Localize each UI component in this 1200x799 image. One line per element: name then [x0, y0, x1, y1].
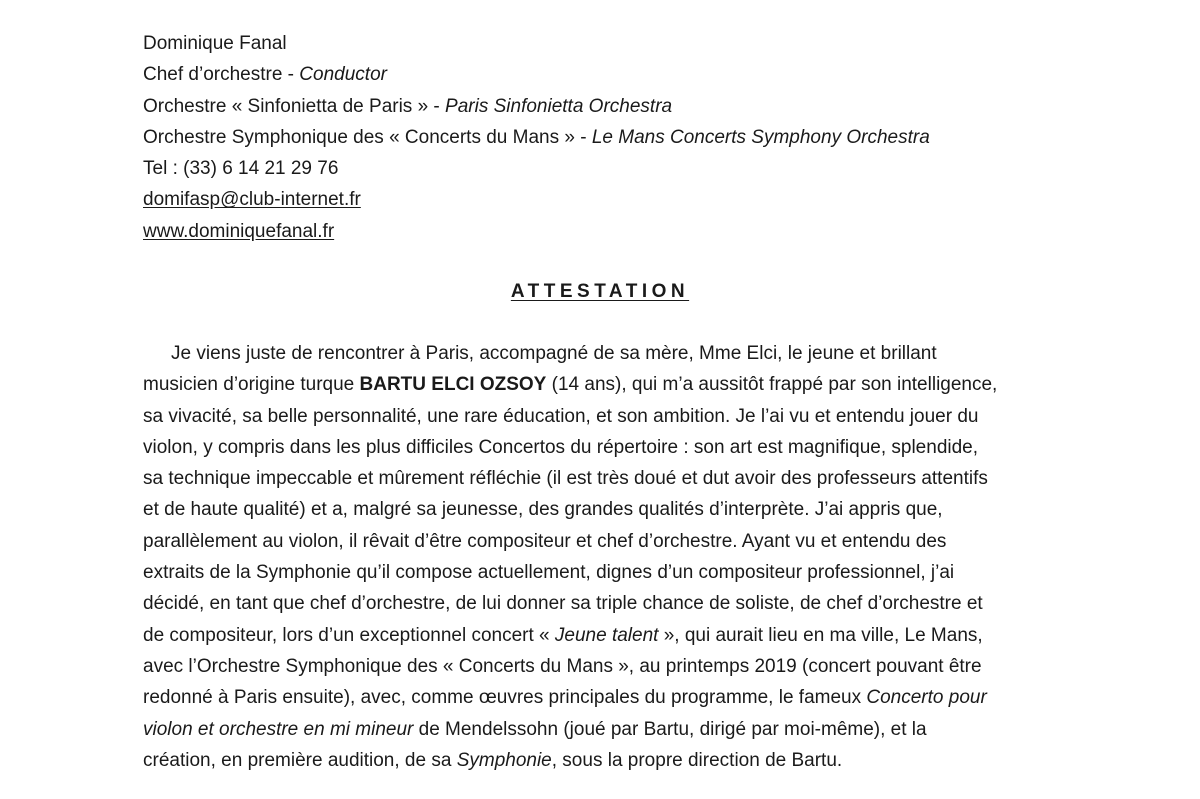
body-line: musicien d’origine turque BARTU ELCI OZSOY (14 ans), qui m’a aussitôt frappé par son intelligence, [143, 374, 998, 396]
body-line: violon, y compris dans les plus difficiles Concertos du répertoire : son art est magnifique, splendide, [143, 436, 979, 458]
body-line: avec l’Orchestre Symphonique des « Concerts du Mans », au printemps 2019 (concert pouvant être [143, 655, 982, 677]
body-line: violon et orchestre en mi mineur de Mendelssohn (joué par Bartu, dirigé par moi-même), et la [143, 718, 927, 740]
body-line: redonné à Paris ensuite), avec, comme œuvres principales du programme, le fameux Concerto pour [143, 687, 987, 709]
body-line: de compositeur, lors d’un exceptionnel concert « Jeune talent », qui aurait lieu en ma ville, Le Mans, [143, 624, 983, 646]
body-line: et de haute qualité) et a, malgré sa jeunesse, des grandes qualités d’interprète. J’ai appris que, [143, 499, 943, 521]
sender-role: Chef d’orchestre - Conductor [143, 64, 387, 86]
student-name: BARTU ELCI OZSOY [359, 374, 547, 396]
attestation-body [143, 338, 1083, 776]
letterhead [143, 28, 930, 247]
orchestra-2: Orchestre Symphonique des « Concerts du Mans » - Le Mans Concerts Symphony Orchestra [143, 126, 930, 148]
orchestra-1: Orchestre « Sinfonietta de Paris » - Paris Sinfonietta Orchestra [143, 95, 673, 117]
body-line: sa vivacité, sa belle personnalité, une rare éducation, et son ambition. Je l’ai vu et entendu jouer du [143, 405, 979, 427]
body-line: parallèlement au violon, il rêvait d’être compositeur et chef d’orchestre. Ayant vu et entendu des [143, 530, 947, 552]
email-link[interactable]: domifasp@club-internet.fr [143, 189, 361, 211]
body-line: Je viens juste de rencontrer à Paris, accompagné de sa mère, Mme Elci, le jeune et brillant [171, 343, 937, 364]
phone-number: Tel : (33) 6 14 21 29 76 [143, 158, 339, 180]
website-link[interactable]: www.dominiquefanal.fr [143, 220, 335, 242]
body-line: extraits de la Symphonie qu’il compose actuellement, dignes d’un compositeur professionnel, j’ai [143, 562, 955, 584]
body-line: sa technique impeccable et mûrement réfléchie (il est très doué et dut avoir des professeurs attentifs [143, 468, 988, 490]
sender-name: Dominique Fanal [143, 33, 287, 54]
body-line: décidé, en tant que chef d’orchestre, de lui donner sa triple chance de soliste, de chef d’orchestre et [143, 593, 983, 615]
body-line: création, en première audition, de sa Symphonie, sous la propre direction de Bartu. [143, 749, 843, 771]
document-title: ATTESTATION [510, 281, 690, 302]
